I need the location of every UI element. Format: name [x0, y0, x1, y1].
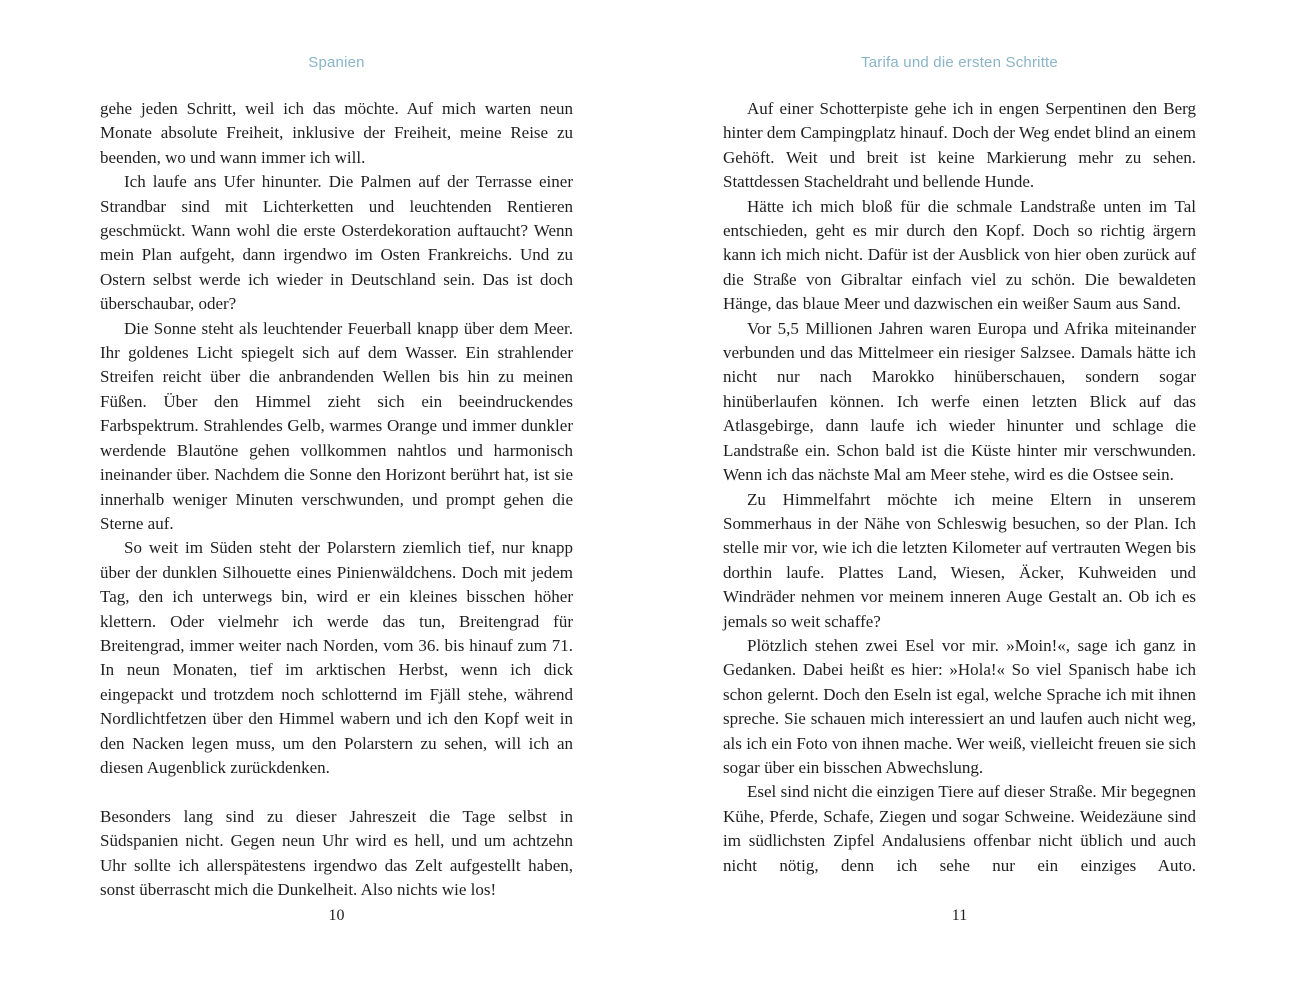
right-page — [723, 0, 1196, 1000]
paragraph: gehe jeden Schritt, weil ich das möchte. Auf mich warten neun Monate absolute Freiheit, inklusive der Freiheit, meine Reise zu beenden, wo und wann immer ich will. — [100, 99, 573, 167]
right-page-body — [723, 97, 1196, 878]
page-number-right: 11 — [951, 907, 968, 924]
paragraph: Auf einer Schotterpiste gehe ich in engen Serpentinen den Berg hinter dem Campingplatz hinauf. Doch der Weg endet blind an einem Gehöft. Weit und breit ist keine Markierung mehr zu sehen. Stattdessen Stacheldraht und bellende Hunde. — [723, 99, 1196, 192]
paragraph: Vor 5,5 Millionen Jahren waren Europa und Afrika miteinander verbunden und das Mittelmeer ein riesiger Salzsee. Damals hätte ich nicht nur nach Marokko hinüberschauen, sondern sogar hinüberlaufen können. Ich werfe einen letzten Blick auf das Atlasgebirge, dann laufe ich wieder hinunter und schlage die Landstraße ein. Schon bald ist die Küste hinter mir verschwunden. Wenn ich das nächste Mal am Meer stehe, wird es die Ostsee sein. — [723, 318, 1196, 485]
paragraph: So weit im Süden steht der Polarstern ziemlich tief, nur knapp über der dunklen Silhouette eines Pinienwäldchens. Doch mit jedem Tag, den ich unterwegs bin, wird er ein kleines bisschen höher klettern. Oder vielmehr ich werde das tun, Breitengrad für Breitengrad, immer weiter nach Norden, vom 36. bis hinauf zum 71. In neun Monaten, tief im arktischen Herbst, wenn ich dick eingepackt und trotzdem noch schlotternd im Fjäll stehe, während Nordlichtfetzen über den Himmel wabern und ich den Kopf weit in den Nacken legen muss, um den Polarstern zu sehen, will ich an diesen Augenblick zurückdenken. — [100, 538, 573, 777]
paragraph: Hätte ich mich bloß für die schmale Landstraße unten im Tal entschieden, geht es mir durch den Kopf. Doch so richtig ärgern kann ich mich nicht. Dafür ist der Ausblick von hier oben zurück auf die Straße von Gibraltar einfach viel zu schön. Die bewaldeten Hänge, das blaue Meer und dazwischen ein weißer Saum aus Sand. — [723, 196, 1196, 314]
running-head-right: Tarifa und die ersten Schritte — [861, 54, 1058, 71]
paragraph: Zu Himmelfahrt möchte ich meine Eltern in unserem Sommerhaus in der Nähe von Schleswig besuchen, so der Plan. Ich stelle mir vor, wie ich die letzten Kilometer auf vertrauten Wegen bis dorthin laufe. Plattes Land, Wiesen, Äcker, Kuhweiden und Windräder nehmen vor meinem inneren Auge Gestalt an. Ob ich es jemals so weit schaffe? — [723, 489, 1196, 631]
page-number-left: 10 — [328, 907, 345, 924]
running-head-left: Spanien — [308, 54, 365, 71]
paragraph-section-start: Besonders lang sind zu dieser Jahreszeit die Tage selbst in Südspanien nicht. Gegen neun Uhr wird es hell, und um achtzehn Uhr sollte ich allerspätestens irgendwo das Zelt aufgestellt haben, sonst überrascht mich die Dunkelheit. Also nichts wie los! — [100, 806, 573, 899]
paragraph: Die Sonne steht als leuchtender Feuerball knapp über dem Meer. Ihr goldenes Licht spiegelt sich auf dem Wasser. Ein strahlender Streifen reicht über die anbrandenden Wellen bis hin zu meinen Füßen. Über den Himmel zieht sich ein beeindruckendes Farbspektrum. Strahlendes Gelb, warmes Orange und immer dunkler werdende Blautöne gehen vollkommen nahtlos und harmonisch ineinander über. Nachdem die Sonne den Horizont berührt hat, ist sie innerhalb weniger Minuten verschwunden, und prompt gehen die Sterne auf. — [100, 318, 573, 533]
left-page-body — [100, 97, 573, 902]
left-page — [100, 0, 573, 1000]
paragraph: Plötzlich stehen zwei Esel vor mir. »Moin!«, sage ich ganz in Gedanken. Dabei heißt es hier: »Hola!« So viel Spanisch habe ich schon gelernt. Doch den Eseln ist egal, welche Sprache ich mit ihnen spreche. Sie schauen mich interessiert an und laufen auch nicht weg, als ich ein Foto von ihnen mache. Wer weiß, vielleicht freuen sie sich sogar über ein bisschen Abwechslung. — [723, 635, 1196, 777]
paragraph: Esel sind nicht die einzigen Tiere auf dieser Straße. Mir begegnen Kühe, Pferde, Schafe, Ziegen und sogar Schweine. Weidezäune sind im südlichsten Zipfel Andalusiens offenbar nicht üblich und auch nicht nötig, denn ich sehe nur ein einziges Auto. — [723, 782, 1196, 875]
paragraph: Ich laufe ans Ufer hinunter. Die Palmen auf der Terrasse einer Strandbar sind mit Lichterketten und leuchtenden Rentieren geschmückt. Wann wohl die erste Osterdekoration auftaucht? Wenn mein Plan aufgeht, dann irgendwo im Osten Frankreichs. Und zu Ostern selbst werde ich wieder in Deutschland sein. Das ist doch überschaubar, oder? — [100, 172, 573, 314]
